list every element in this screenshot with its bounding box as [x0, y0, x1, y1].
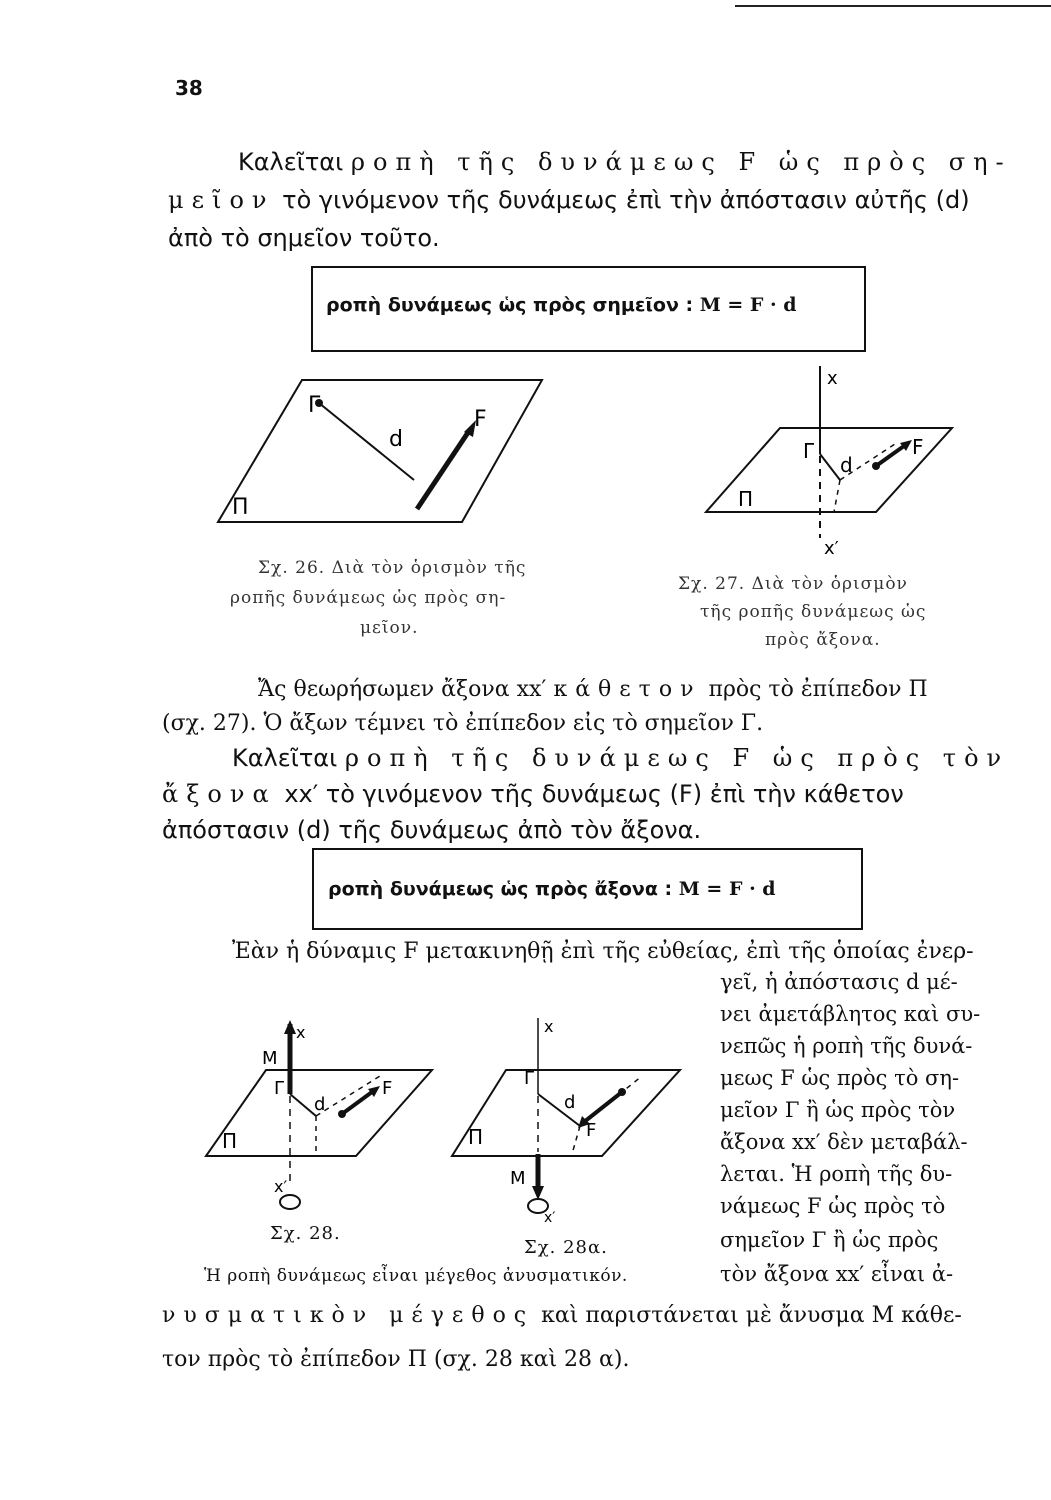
para4-spaced-term: νυσματικὸν μέγεθος	[162, 1303, 535, 1328]
para2-spaced-term: κάθετον	[553, 677, 702, 702]
fig27-caption-line3: πρὸς ἄξονα.	[765, 630, 881, 650]
fig28-caption: Σχ. 28.	[270, 1223, 341, 1244]
formula-box-point-label: ροπὴ δυνάμεως ὡς πρὸς σημεῖον :	[326, 294, 694, 316]
fig28-label-d: d	[314, 1094, 326, 1115]
para4-side-line2: νει ἀμετάβλητος καὶ συ-	[720, 1002, 981, 1026]
fig26-plane	[218, 380, 542, 522]
fig27-caption-line2: τῆς ροπῆς δυνάμεως ὡς	[700, 602, 927, 622]
fig26-label-plane: Π	[232, 495, 249, 520]
page-number: 38	[175, 76, 203, 100]
fig28a-label-x: x	[544, 1017, 554, 1036]
para3-text-2: xx′ τὸ γινόμενον τῆς δυνάμεως (F) ἐπὶ τὴν κάθετον	[284, 780, 904, 808]
top-edge-line	[735, 5, 1051, 7]
fig28-label-m: M	[262, 1048, 278, 1069]
para4-side-line6: ἄξονα xx′ δὲν μεταβάλ-	[720, 1130, 968, 1154]
fig28a-plane	[452, 1070, 680, 1156]
fig26-force-vector	[417, 431, 469, 509]
fig27-label-gamma: Γ	[803, 439, 815, 463]
formula-box-point	[311, 266, 866, 352]
para2-text-2: πρὸς τὸ ἐπίπεδον Π	[708, 677, 928, 702]
fig27-line-of-action-lower	[834, 480, 840, 512]
para4-side-line10: τὸν ἄξονα xx′ εἶναι ἀ-	[720, 1262, 954, 1286]
fig28-label-force: F	[382, 1078, 393, 1099]
para4-last-line2: τον πρὸς τὸ ἐπίπεδον Π (σχ. 28 καὶ 28 α).	[162, 1347, 630, 1372]
fig28-label-xprime: x′	[274, 1177, 288, 1196]
para2-text-1: Ἄς θεωρήσωμεν ἄξονα xx′	[258, 677, 547, 702]
para3-line3: ἀπόστασιν (d) τῆς δυνάμεως ἀπὸ τὸν ἄξονα.	[162, 816, 702, 844]
para1-line1	[238, 146, 1012, 178]
fig28-rotation-icon	[280, 1195, 300, 1209]
para3-line2	[162, 778, 904, 810]
fig27-force-origin	[872, 462, 880, 470]
fig27-label-d: d	[840, 453, 853, 477]
fig28-force-vector	[342, 1092, 372, 1114]
formula-box-axis	[312, 848, 863, 930]
fig28a-force-vector	[584, 1092, 622, 1122]
fig28-label-x: x	[296, 1023, 306, 1042]
figure-28	[200, 1018, 440, 1218]
fig27-caption-line1: Σχ. 27. Διὰ τὸν ὁρισμὸν	[678, 574, 908, 594]
formula-box-point-text	[326, 294, 797, 316]
fig28a-label-m: M	[510, 1168, 526, 1189]
para1-line2	[168, 184, 970, 216]
fig26-label-force: F	[474, 407, 487, 432]
para4-side-line5: μεῖον Γ ἢ ὡς πρὸς τὸν	[720, 1098, 956, 1122]
fig27-label-xprime: x′	[824, 538, 839, 559]
fig28a-label-plane: Π	[468, 1125, 484, 1149]
para4-side-line1: γεῖ, ἡ ἀπόστασις d μέ-	[720, 970, 958, 994]
fig26-caption-line1: Σχ. 26. Διὰ τὸν ὁρισμὸν τῆς	[258, 558, 527, 578]
para3-lead-word: Καλεῖται	[232, 744, 338, 772]
fig28a-line-of-action-lower	[572, 1126, 580, 1154]
fig27-label-force: F	[912, 435, 924, 459]
para4-side-line3: νεπῶς ἡ ροπὴ τῆς δυνά-	[720, 1034, 973, 1058]
para4-line1: Ἐὰν ἡ δύναμις F μετακινηθῇ ἐπὶ τῆς εὐθείας, ἐπὶ τῆς ὁποίας ἐνερ-	[232, 939, 974, 964]
para4-side-line9: σημεῖον Γ ἢ ὡς πρὸς	[720, 1228, 939, 1252]
fig26-caption-line2: ροπῆς δυνάμεως ὡς πρὸς ση-	[230, 588, 507, 608]
para1-spaced-term-2: μεῖον	[168, 186, 275, 214]
fig26-label-d: d	[389, 427, 403, 452]
para4-side-line8: νάμεως F ὡς πρὸς τὸ	[720, 1194, 946, 1218]
para4-side-line4: μεως F ὡς πρὸς τὸ ση-	[720, 1066, 960, 1090]
figure-28a	[446, 1014, 686, 1224]
fig28-force-origin	[338, 1110, 346, 1118]
formula-box-axis-label: ροπὴ δυνάμεως ὡς πρὸς ἄξονα :	[328, 878, 673, 900]
fig28a-label-xprime: x′	[544, 1210, 556, 1224]
fig27-label-plane: Π	[738, 487, 754, 511]
formula-box-point-formula: M = F · d	[699, 294, 797, 316]
para4-side-line7: λεται. Ἡ ροπὴ τῆς δυ-	[720, 1162, 953, 1186]
figure-27	[700, 362, 960, 562]
para1-spaced-term: ροπὴ τῆς δυνάμεως F ὡς πρὸς ση-	[350, 148, 1012, 176]
fig28a-label-gamma: Γ	[524, 1068, 535, 1089]
para3-spaced-term-2: ἄξονα	[162, 780, 277, 808]
formula-box-axis-formula: M = F · d	[678, 878, 776, 900]
para3-spaced-term: ροπὴ τῆς δυνάμεως F ὡς πρὸς τὸν	[344, 744, 1010, 772]
fig28a-label-d: d	[564, 1092, 576, 1113]
fig28-label-gamma: Γ	[274, 1078, 285, 1099]
para4-last-text: καὶ παριστάνεται μὲ ἄνυσμα M κάθε-	[541, 1303, 962, 1328]
para2-line2: (σχ. 27). Ὁ ἄξων τέμνει τὸ ἐπίπεδον εἰς τὸ σημεῖον Γ.	[162, 711, 764, 736]
para3-line1	[232, 742, 1009, 774]
para1-lead-word: Καλεῖται	[238, 148, 344, 176]
fig28-note: Ἡ ροπὴ δυνάμεως εἶναι μέγεθος ἀνυσματικόν.	[204, 1266, 628, 1286]
fig28a-label-force: F	[586, 1120, 597, 1141]
fig28a-moment-arrowhead	[532, 1186, 544, 1200]
fig26-label-gamma: Γ	[308, 393, 321, 418]
fig27-force-vector	[876, 446, 904, 466]
fig26-caption-line3: μεῖον.	[360, 618, 419, 638]
fig28a-force-origin	[618, 1088, 626, 1096]
figure-26	[212, 376, 548, 526]
para4-last-line1	[162, 1300, 962, 1332]
fig28-moment-arrowhead	[284, 1020, 296, 1034]
fig28-label-plane: Π	[222, 1129, 238, 1153]
formula-box-axis-text	[328, 878, 776, 900]
fig27-distance-line	[820, 454, 840, 480]
para2-line1	[258, 674, 928, 706]
para1-text-2: τὸ γινόμενον τῆς δυνάμεως ἐπὶ τὴν ἀπόστασιν αὐτῆς (d)	[282, 186, 970, 214]
fig28-distance-line	[290, 1094, 316, 1116]
fig28a-caption: Σχ. 28α.	[524, 1237, 608, 1258]
fig27-label-x: x	[827, 368, 838, 389]
para1-line3: ἀπὸ τὸ σημεῖον τοῦτο.	[168, 224, 440, 252]
